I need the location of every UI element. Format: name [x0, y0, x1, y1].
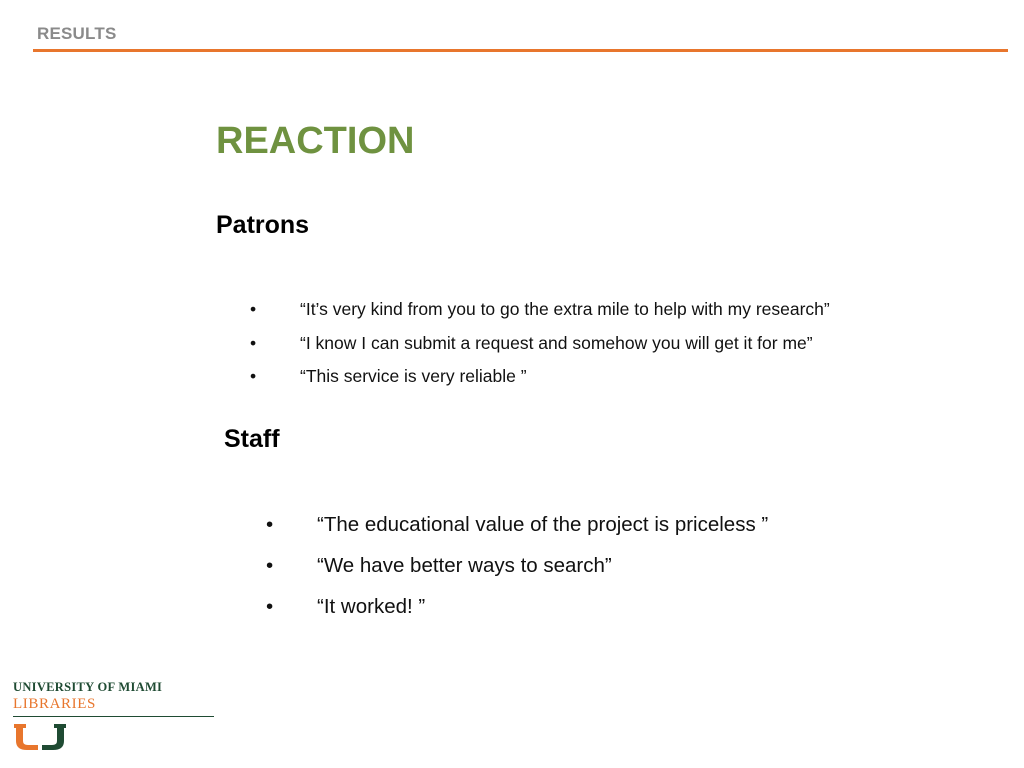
list-item: [266, 553, 768, 594]
staff-heading: Staff: [224, 425, 280, 453]
bullet: •: [250, 366, 257, 386]
patron-quote: “This service is very reliable ”: [300, 366, 527, 386]
staff-quote: “We have better ways to search”: [317, 554, 612, 577]
logo-libraries-name: LIBRARIES: [13, 696, 96, 712]
staff-quote: “It worked! ”: [317, 595, 426, 618]
list-item: [250, 332, 830, 366]
bullet: •: [250, 332, 257, 353]
logo-university-name: UNIVERSITY OF MIAMI: [13, 680, 163, 694]
patron-quote: “It’s very kind from you to go the extra mile to help with my research”: [300, 299, 830, 319]
patron-quote: “I know I can submit a request and somehow you will get it for me”: [300, 332, 813, 353]
bullet: •: [266, 595, 274, 618]
patrons-heading: Patrons: [216, 211, 310, 239]
staff-quote: “The educational value of the project is priceless ”: [317, 513, 769, 536]
list-item: [250, 298, 830, 332]
logo-divider: [13, 716, 214, 717]
list-item: [250, 365, 830, 399]
bullet: •: [250, 299, 257, 319]
section-label: RESULTS: [37, 24, 117, 43]
staff-quotes-list: [266, 512, 768, 635]
slide-title: REACTION: [216, 120, 415, 162]
patron-quotes-list: [250, 298, 830, 399]
bullet: •: [266, 513, 274, 536]
university-logo: [13, 678, 215, 753]
list-item: [266, 594, 768, 635]
u-logo-icon: [14, 724, 66, 750]
list-item: [266, 512, 768, 553]
header-divider: [33, 49, 1008, 52]
bullet: •: [266, 554, 274, 577]
